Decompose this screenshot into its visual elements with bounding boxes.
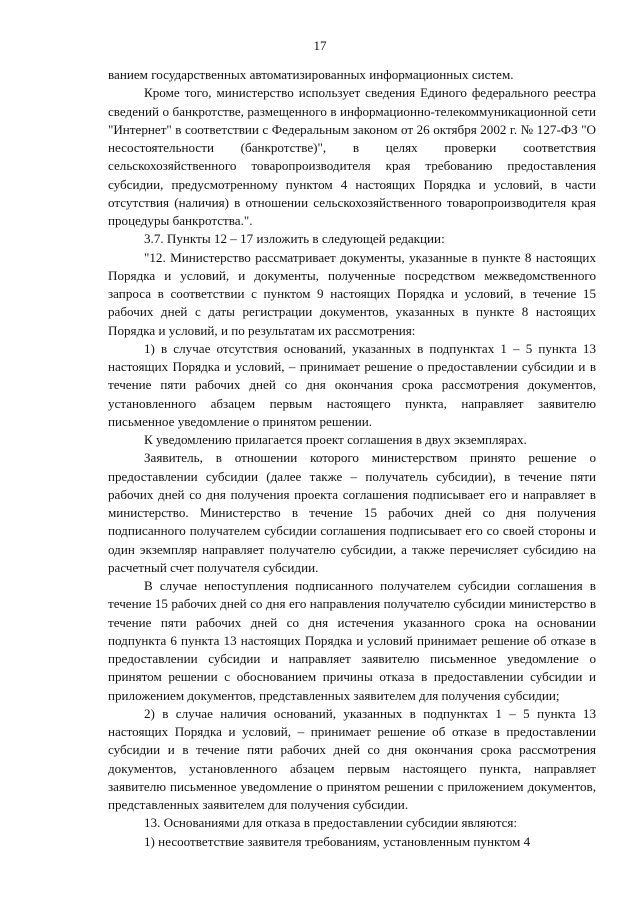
- page-number: 17: [313, 38, 327, 53]
- paragraph-clause-13-subitem-1: 1) несоответствие заявителя требованиям, установленным пунктом 4: [144, 833, 531, 849]
- paragraph-non-receipt: В случае непоступления подписанного получателем субсидии соглашения в течение 15 рабочих дней со дня его направления получателю субсидии министерство в течение пяти рабочих дней со дня истечения указанного срока на основании подпункта 6 пункта 13 настоящих Порядка и условий принимает решение об отказе в предоставлении субсидии и направляет заявителю письменное уведомление о принятом решении с обоснованием причины отказа в предоставлении субсидии и приложением документов, представленных заявителем для получения субсидии;: [108, 578, 596, 703]
- paragraph-clause-12: "12. Министерство рассматривает документы, указанные в пункте 8 настоящих Порядка и условий, и документы, полученные посредством межведомственного запроса в соответствии с пунктом 9 настоящих Порядка и условий, в течение 15 рабочих дней с даты регистрации документов, указанных в пункте 8 настоящих Порядка и условий, и по результатам их рассмотрения:: [108, 249, 596, 338]
- paragraph-agreement-signing: Заявитель, в отношении которого министерством принято решение о предоставлении субсидии (далее также – получатель субсидии), в течение пяти рабочих дней со дня получения проекта соглашения подписывает его и направляет в министерство. Министерство в течение 15 рабочих дней со дня получения подписанного получателем субсидии соглашения подписывает его со своей стороны и один экземпляр направляет получателю субсидии, а также перечисляет субсидию на расчетный счет получателя субсидии.: [108, 450, 596, 575]
- paragraph-clause-13: 13. Основаниями для отказа в предоставлении субсидии являются:: [144, 815, 518, 831]
- document-body: [108, 66, 596, 851]
- paragraph-amendment-3-7: 3.7. Пункты 12 – 17 изложить в следующей редакции:: [144, 231, 445, 247]
- paragraph-continuation: ванием государственных автоматизированных информационных систем.: [108, 67, 514, 82]
- paragraph-bankruptcy-registry: Кроме того, министерство использует сведения Единого федерального реестра сведений о банкротстве, размещенного в информационно-телекоммуникационной сети "Интернет" в соответствии с Федеральным законом от 26 октября 2002 г. № 127-ФЗ "О несостоятельности (банкротстве)", в целях проверки соответствия сельскохозяйственного товаропроизводителя края требованию предоставления субсидии, предусмотренному пунктом 4 настоящих Порядка и условий, в части отсутствия (наличия) в отношении сельскохозяйственного товаропроизводителя края процедуры банкротства.".: [108, 85, 596, 228]
- paragraph-clause-12-subitem-1: 1) в случае отсутствия оснований, указанных в подпунктах 1 – 5 пункта 13 настоящих Порядка и условий, – принимает решение о предоставлении субсидии и в течение пяти рабочих дней со дня окончания срока рассмотрения документов, установленного абзацем первым настоящего пункта, направляет заявителю письменное уведомление о принятом решении.: [108, 340, 596, 429]
- paragraph-clause-12-subitem-2: 2) в случае наличия оснований, указанных в подпунктах 1 – 5 пункта 13 настоящих Порядка и условий, – принимает решение об отказе в предоставлении субсидии и в течение пяти рабочих дней со дня окончания срока рассмотрения документов, установленного абзацем первым настоящего пункта, направляет заявителю письменное уведомление о принятом решении с приложением документов, представленных заявителем для получения субсидии.: [108, 705, 596, 812]
- paragraph-notice-attachment: К уведомлению прилагается проект соглашения в двух экземплярах.: [144, 432, 527, 447]
